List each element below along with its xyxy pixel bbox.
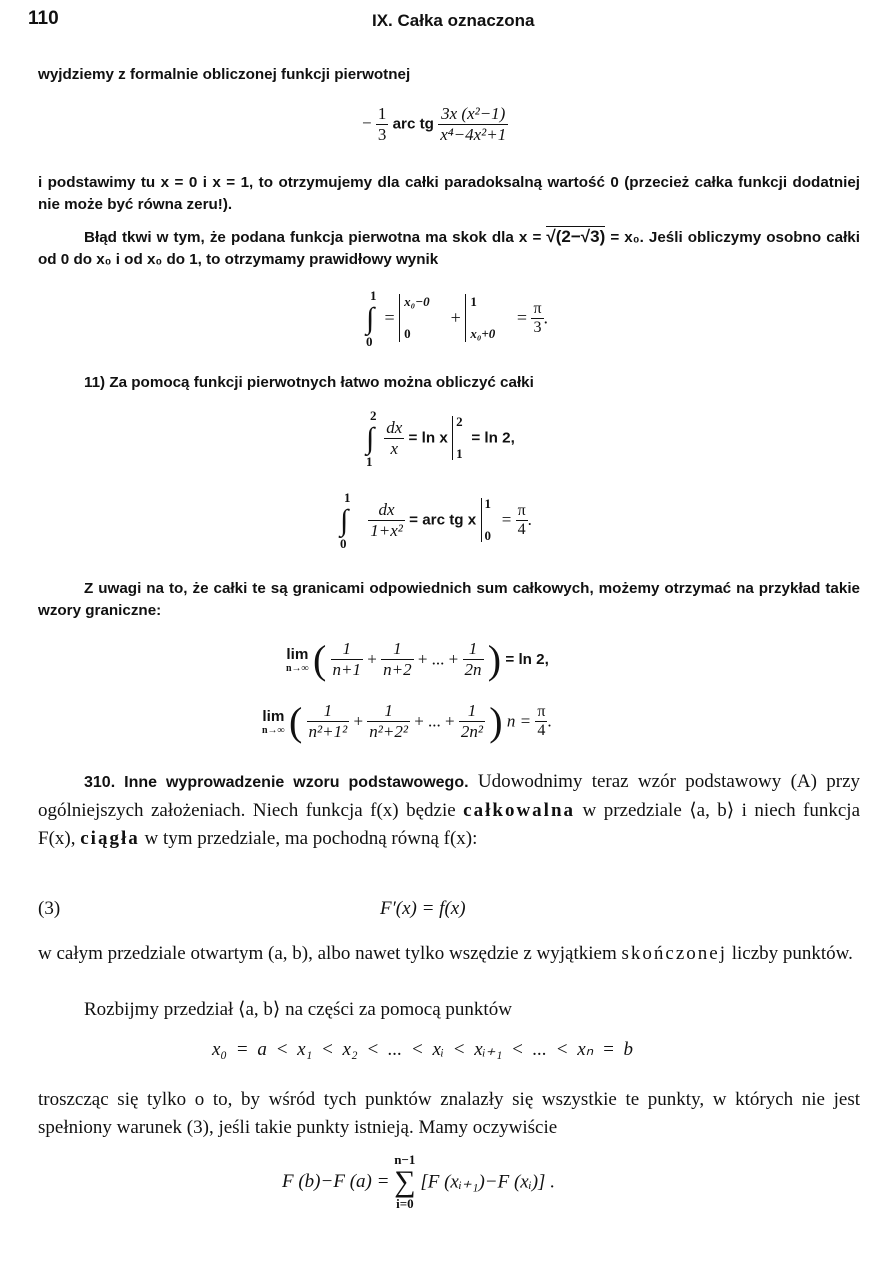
nested-root: √(2−√3) <box>546 227 606 246</box>
integral-sign: 2 ∫ 1 <box>366 408 377 469</box>
paragraph-condition: troszcząc się tylko o to, by wśród tych punktów znalazły się wszystkie te punkty, w których nie jest spełniony warunek (3), jeśli takie punkty istnieją. Mamy oczywiście <box>38 1089 860 1138</box>
equation-integral-ln: 2 ∫ 1 $\frac{dx}{x}$ = ln x 2 1 = ln 2, <box>366 408 515 469</box>
paragraph-partition: Rozbijmy przedział ⟨a, b⟩ na części za pomocą punktów <box>84 999 512 1020</box>
fraction-dx-over-1-plus-x2: $\frac{dx}{\text{1+x²}}$ <box>370 499 403 540</box>
minus-sign: − <box>362 113 372 133</box>
sum-operator: n−1 ∑ i=0 <box>394 1152 416 1211</box>
paragraph-error: Błąd tkwi w tym, że podana funkcja pierwotna ma skok dla x = √(2−√3) = x₀. Jeśli obliczymy osobno całki od 0 do x₀ i od x₀ do 1, to otrzymamy prawidłowy wynik <box>38 227 860 268</box>
section-310: 310. Inne wyprowadzenie wzoru podstawowego. Udowodnimy teraz wzór podstawowy (A) przy ogólniejszych założeniach. Niech funkcja f(x) będzie całkowalna w przedziale ⟨a, b⟩ i niech funkcja F(x), ciągła w tym przedziale, ma pochodną równą f(x): <box>38 771 861 849</box>
equation-telescoping-sum: F (b)−F (a) = n−1 ∑ i=0 [F (xᵢ₊₁)−F (xᵢ)] . <box>282 1152 555 1211</box>
arctg-function: arc tg <box>392 115 434 133</box>
evaluation-bar-1: x₀−0 0 <box>399 294 446 342</box>
paragraph-limits-intro: Z uwagi na to, że całki te są granicami odpowiednich sum całkowych, możemy otrzymać na przykład takie wzory graniczne: <box>38 580 860 619</box>
equation-split-integral: 1 ∫ 0 = x₀−0 0 + 1 x₀+0 = $\frac{\pi}{3}$ . <box>366 288 549 349</box>
paragraph-open-interval: w całym przedziale otwartym (a, b), albo nawet tylko wszędzie z wyjątkiem skończonej liczby punktów. <box>38 943 853 964</box>
limit-operator: lim n→∞ <box>286 645 309 674</box>
equation-limit-ln2: lim n→∞ ( $\frac{1}{n+1}$ + $\frac{1}{n+2}$ + ... + $\frac{1}{2n}$ ) = ln 2, <box>286 637 549 682</box>
limit-operator: lim n→∞ <box>262 707 285 736</box>
fraction-dx-over-x: $\frac{dx}{x}$ <box>386 417 403 458</box>
integral-sign: 1 ∫ 0 <box>366 288 377 349</box>
equation-partition-points: x₀ = a < x₁ < x₂ < ... < xᵢ < xᵢ₊₁ < ... < xₙ = b <box>212 1039 634 1060</box>
chapter-title: IX. Całka oznaczona <box>372 11 535 30</box>
page-number: 110 <box>28 8 59 29</box>
equation-derivative: F′(x) = f(x) <box>380 898 466 919</box>
equation-integral-arctg: 1 ∫ 0 $\frac{dx}{\text{1+x²}}$ = arc tg x 1 0 = $\frac{\pi}{4}$ . <box>340 490 532 551</box>
integral-sign: 1 ∫ 0 <box>340 490 351 551</box>
fraction-pi-over-3: $\frac{\pi}{3}$ <box>533 299 542 336</box>
paragraph-example-11: 11) Za pomocą funkcji pierwotnych łatwo można obliczyć całki <box>84 374 534 391</box>
evaluation-bar-2: 1 x₀+0 <box>465 294 512 342</box>
paragraph-paradox: i podstawimy tu x = 0 i x = 1, to otrzymujemy dla całki paradoksalną wartość 0 (przecież całka funkcji dodatniej nie może być równa zeru!). <box>38 174 860 213</box>
section-title: 310. Inne wyprowadzenie wzoru podstawowego. <box>84 774 469 791</box>
evaluation-bar: 2 1 <box>452 416 467 460</box>
equation-antiderivative <box>362 104 508 145</box>
equation-limit-pi4: lim n→∞ ( $\frac{1}{\text{n²+1²}}$ + $\frac{1}{\text{n²+2²}}$ + ... + $\frac{1}{\text{2n²}}$ ) n = $\frac{\pi}{4}$ . <box>262 699 552 744</box>
fraction-arctg-argument: $\frac{\text{3x (x²−1)}}{\text{x⁴−4x²+1}}$ <box>440 104 507 144</box>
fraction-pi-over-4: $\frac{\pi}{4}$ <box>517 501 526 538</box>
equation-label-3: (3) <box>38 898 61 919</box>
intro-text: wyjdziemy z formalnie obliczonej funkcji pierwotnej <box>38 66 411 83</box>
evaluation-bar: 1 0 <box>481 498 498 542</box>
fraction-one-third: $\frac{1}{3}$ <box>377 104 387 144</box>
